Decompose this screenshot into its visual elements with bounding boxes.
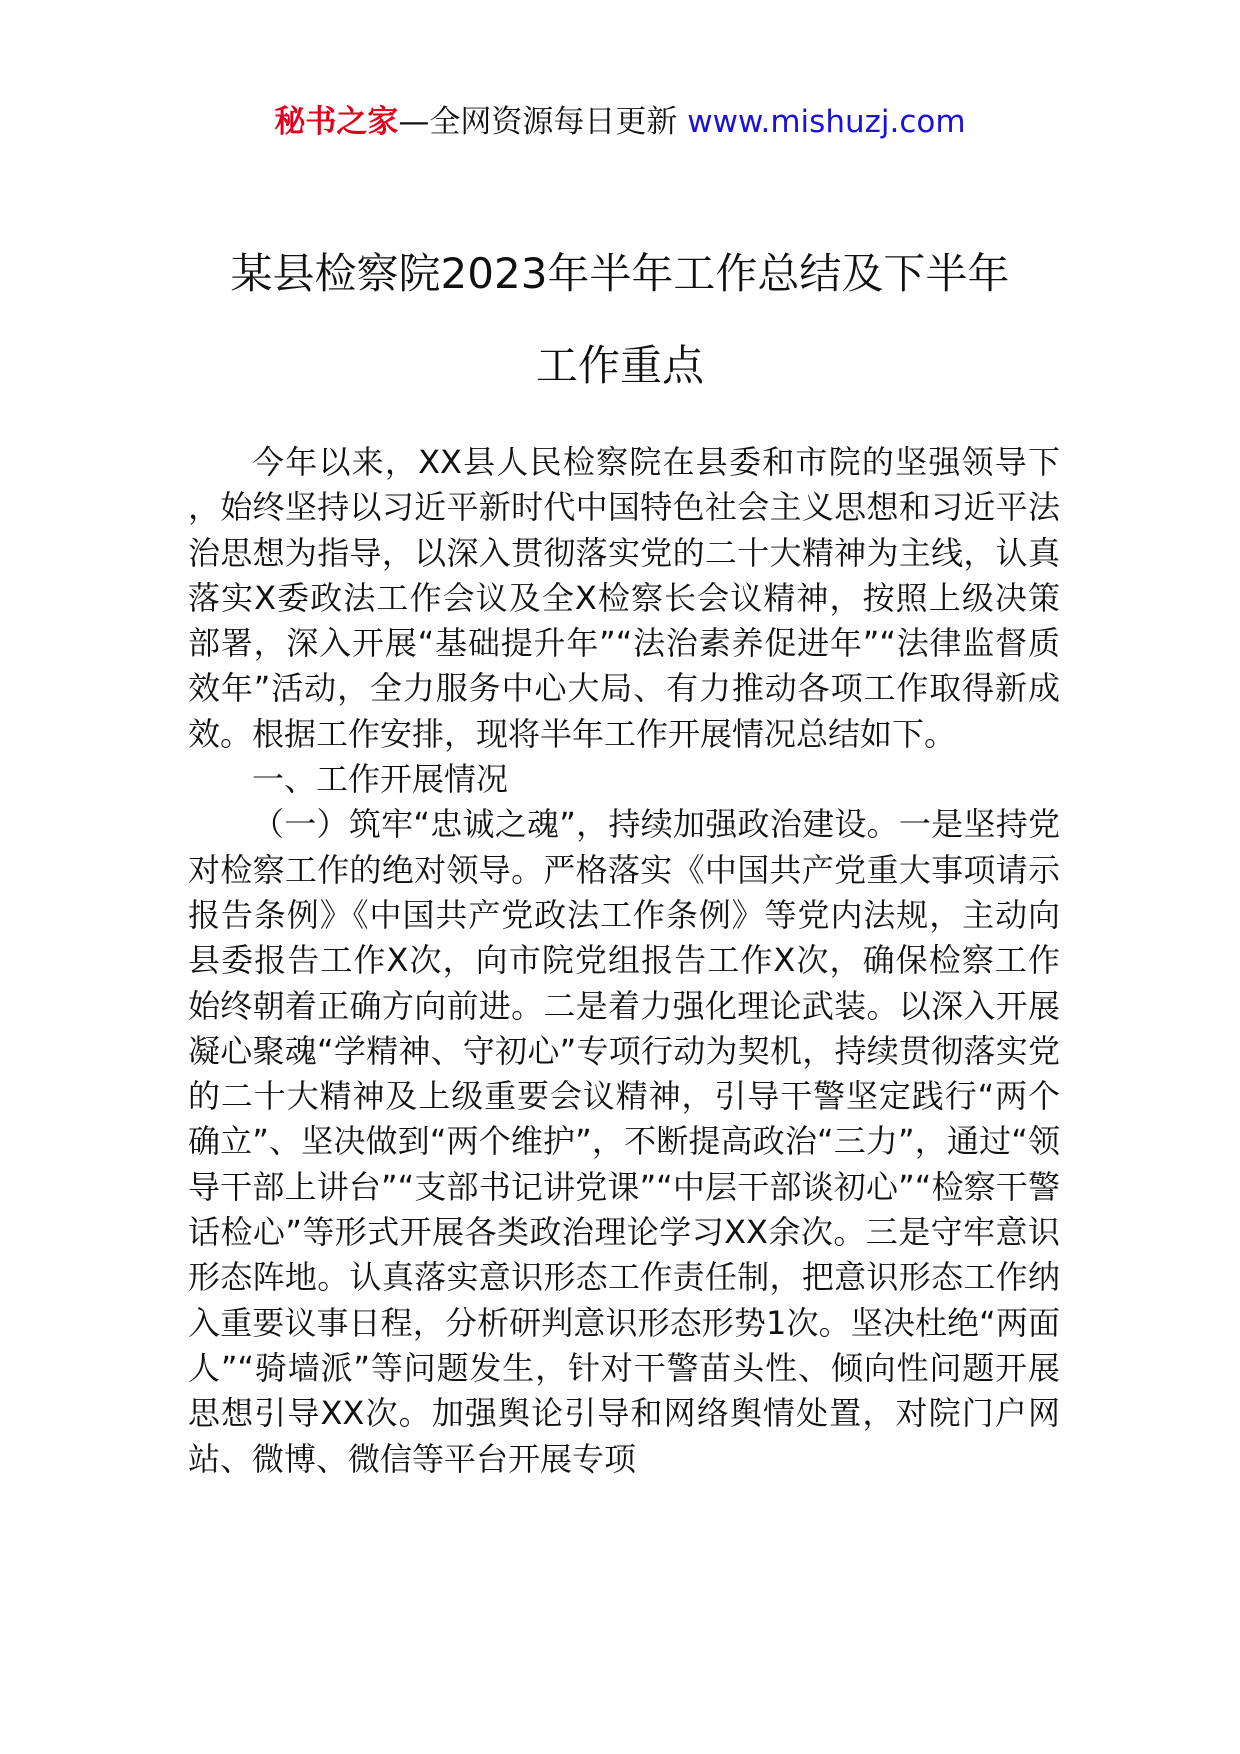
- site-brand: 秘书之家: [274, 104, 399, 140]
- site-header: [0, 100, 1240, 144]
- document-title: [0, 228, 1240, 412]
- document-title-line-1: 某县检察院2023年半年工作总结及下半年: [230, 249, 1010, 298]
- site-url-link[interactable]: www.mishuzj.com: [687, 104, 966, 140]
- section-1-paragraph-1: （一）筑牢“忠诚之魂”，持续加强政治建设。一是坚持党对检察工作的绝对领导。严格落实《中国共产党重大事项请示报告条例》《中国共产党政法工作条例》等党内法规，主动向县委报告工作X次，向市院党组报告工作X次，确保检察工作始终朝着正确方向前进。二是着力强化理论武装。以深入开展凝心聚魂“学精神、守初心”专项行动为契机，持续贯彻落实党的二十大精神及上级重要会议精神，引导干警坚定践行“两个确立”、坚决做到“两个维护”，不断提高政治“三力”，通过“领导干部上讲台”“支部书记讲党课”“中层干部谈初心”“检察干警话检心”等形式开展各类政治理论学习XX余次。三是守牢意识形态阵地。认真落实意识形态工作责任制，把意识形态工作纳入重要议事日程，分析研判意识形态形势1次。坚决杜绝“两面人”“骑墙派”等问题发生，针对干警苗头性、倾向性问题开展思想引导XX次。加强舆论引导和网络舆情处置，对院门户网站、微博、微信等平台开展专项: [188, 805, 1060, 1478]
- section-heading-1: 一、工作开展情况: [252, 760, 509, 799]
- document-body: [188, 440, 1060, 1482]
- document-title-line-2: 工作重点: [535, 341, 704, 390]
- intro-paragraph: 今年以来，XX县人民检察院在县委和市院的坚强领导下，始终坚持以习近平新时代中国特色社会主义思想和习近平法治思想为指导，以深入贯彻落实党的二十大精神为主线，认真落实X委政法工作会议及全X检察长会议精神，按照上级决策部署，深入开展“基础提升年”“法治素养促进年”“法律监督质效年”活动，全力服务中心大局、有力推动各项工作取得新成效。根据工作安排，现将半年工作开展情况总结如下。: [188, 443, 1060, 753]
- site-slogan: —全网资源每日更新: [398, 104, 688, 140]
